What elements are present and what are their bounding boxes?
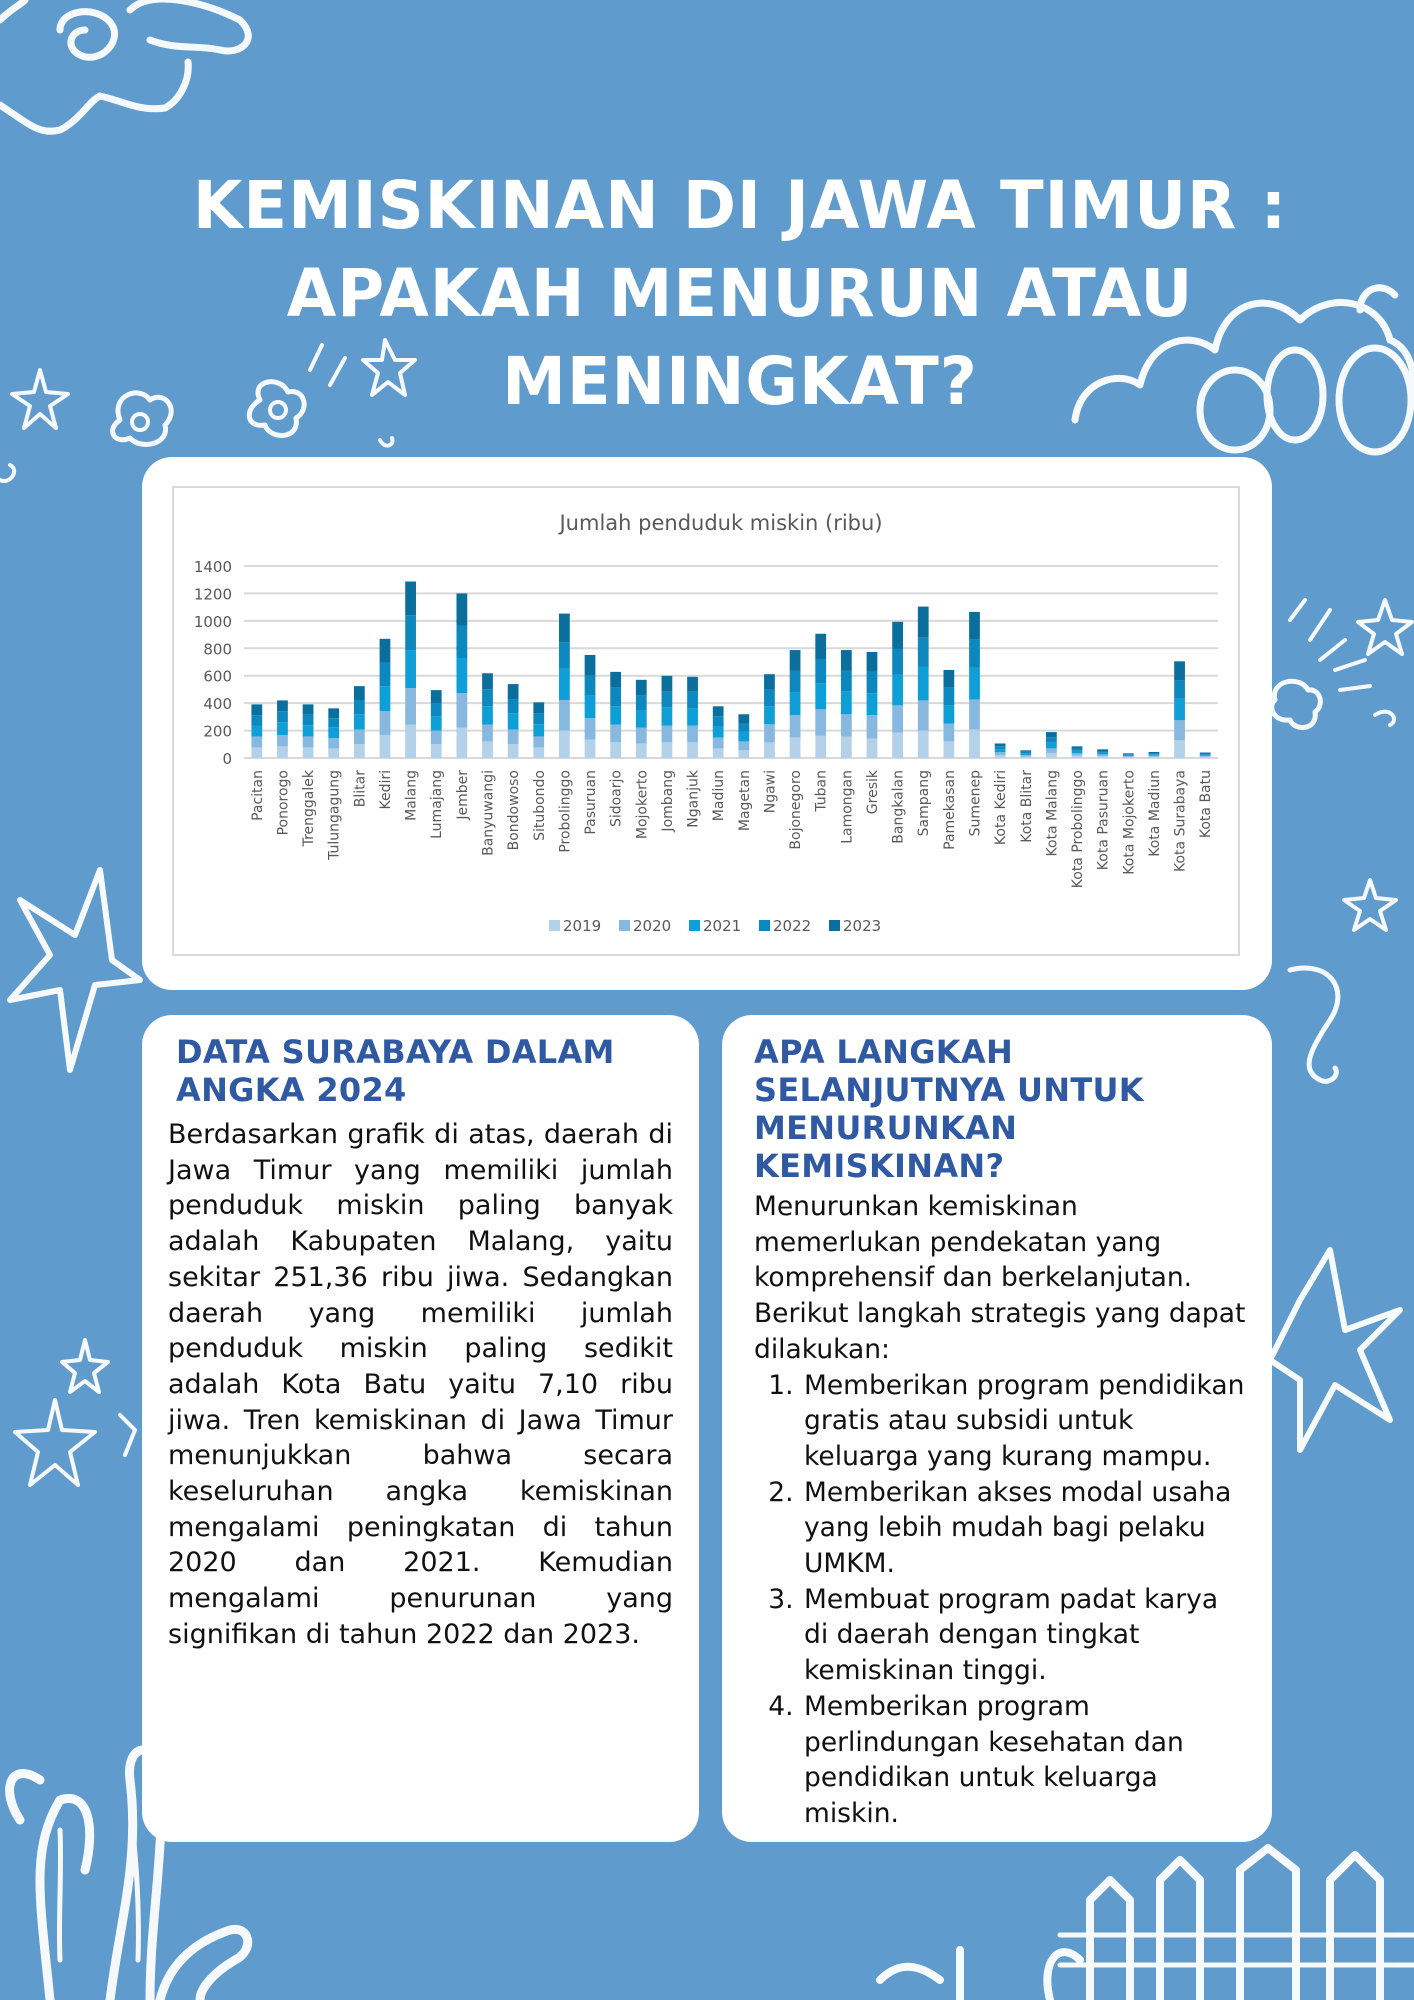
bar-segment-2021 <box>867 693 878 715</box>
bar-segment-2023 <box>559 614 570 643</box>
x-tick-label: Kota Mojokerto <box>1121 770 1138 875</box>
bar-segment-2023 <box>354 686 365 700</box>
title-line-3: MENINGKAT? <box>502 343 978 421</box>
bar-segment-2020 <box>815 709 826 735</box>
next-steps-card <box>722 1015 1272 1842</box>
bar-segment-2020 <box>482 725 493 742</box>
legend-label: 2019 <box>563 917 602 935</box>
x-tick-label: Pamekasan <box>941 770 958 850</box>
y-tick-label: 0 <box>222 750 232 768</box>
bar-segment-2022 <box>303 715 314 726</box>
legend-label: 2022 <box>773 917 812 935</box>
bar-segment-2021 <box>1020 753 1031 755</box>
bar-segment-2021 <box>790 692 801 715</box>
bar-segment-2023 <box>251 704 262 715</box>
bar-segment-2021 <box>277 722 288 735</box>
x-tick-label: Bojonegoro <box>788 770 805 850</box>
bar-segment-2020 <box>841 714 852 736</box>
bar-segment-2023 <box>687 677 698 692</box>
bar-segment-2022 <box>610 688 621 707</box>
bar-segment-2020 <box>508 729 519 744</box>
bar-segment-2019 <box>585 739 596 758</box>
x-tick-label: Kota Malang <box>1044 770 1061 857</box>
bar-segment-2022 <box>892 649 903 675</box>
x-tick-label: Situbondo <box>531 770 548 841</box>
bar-segment-2019 <box>354 744 365 758</box>
bar-segment-2023 <box>790 650 801 671</box>
bar-segment-2020 <box>1072 753 1083 755</box>
squiggle-doodle-icon <box>1290 968 1338 1081</box>
bar-segment-2020 <box>790 715 801 737</box>
bar-segment-2022 <box>508 699 519 713</box>
chart-frame <box>172 486 1240 956</box>
bar-segment-2019 <box>482 741 493 758</box>
bar-segment-2021 <box>610 706 621 724</box>
bar-segment-2021 <box>764 706 775 724</box>
bar-segment-2022 <box>764 690 775 706</box>
bar-segment-2022 <box>867 672 878 693</box>
bar-segment-2020 <box>1097 754 1108 756</box>
stacked-bar-chart <box>174 488 1238 954</box>
bar-segment-2021 <box>380 686 391 711</box>
bar-segment-2021 <box>456 658 467 693</box>
bar-segment-2019 <box>713 748 724 758</box>
bar-segment-2019 <box>943 741 954 758</box>
bar-segment-2019 <box>764 742 775 758</box>
bar-segment-2020 <box>1174 720 1185 740</box>
surabaya-data-body: Berdasarkan grafik di atas, daerah di Jawa Timur yang memiliki jumlah penduduk miskin paling banyak adalah Kabupaten Malang, yaitu sekitar 251,36 ribu jiwa. Sedangkan daerah yang memiliki jumlah penduduk miskin paling sedikit adalah Kota Batu yaitu 7,10 ribu jiwa. Tren kemiskinan di Jawa Timur menunjukkan bahwa secara keseluruhan angka kemiskinan mengalami peningkatan di tahun 2020 dan 2021. Kemudian mengalami penurunan yang signifikan di tahun 2022 dan 2023. <box>168 1119 673 1650</box>
x-tick-label: Kota Madiun <box>1146 770 1163 857</box>
legend-swatch-2023 <box>829 920 840 931</box>
surabaya-data-card <box>142 1015 699 1842</box>
bar-segment-2019 <box>431 744 442 758</box>
page-title <box>80 162 1399 426</box>
bar-segment-2023 <box>431 690 442 703</box>
bar-segment-2019 <box>610 742 621 758</box>
bar-segment-2019 <box>533 747 544 758</box>
next-steps-list <box>754 1368 1250 1832</box>
x-tick-label: Blitar <box>352 770 369 808</box>
bar-segment-2020 <box>533 736 544 747</box>
bar-segment-2021 <box>1174 699 1185 721</box>
x-tick-label: Nganjuk <box>685 770 702 828</box>
x-tick-label: Sumenep <box>967 770 984 837</box>
bar-segment-2022 <box>482 689 493 706</box>
bar-segment-2023 <box>713 706 724 716</box>
bar-segment-2020 <box>662 725 673 742</box>
bar-segment-2021 <box>815 683 826 709</box>
bar-segment-2023 <box>1149 752 1160 753</box>
bar-segment-2020 <box>636 728 647 744</box>
bar-segment-2022 <box>969 640 980 668</box>
x-tick-label: Mojokerto <box>634 770 651 840</box>
bar-segment-2022 <box>405 615 416 650</box>
bar-segment-2021 <box>636 710 647 728</box>
bar-segment-2020 <box>995 752 1006 755</box>
star-doodle-icon <box>15 1400 95 1485</box>
bar-segment-2019 <box>841 736 852 758</box>
bar-segment-2019 <box>1046 753 1057 758</box>
x-tick-label: Kota Kediri <box>993 770 1010 846</box>
bar-segment-2022 <box>790 671 801 692</box>
cloud-doodle-icon <box>0 62 188 131</box>
bar-segment-2023 <box>1200 753 1211 754</box>
bar-segment-2020 <box>303 736 314 747</box>
next-steps-heading: APA LANGKAH SELANJUTNYA UNTUK MENURUNKAN KEMISKINAN? <box>754 1033 1144 1185</box>
bar-segment-2021 <box>892 675 903 705</box>
x-tick-label: Tulungagung <box>326 770 343 860</box>
y-tick-label: 200 <box>203 722 232 741</box>
bar-segment-2020 <box>277 735 288 746</box>
bar-segment-2023 <box>1020 750 1031 752</box>
bar-segment-2023 <box>482 673 493 689</box>
x-tick-label: Kota Surabaya <box>1172 770 1189 872</box>
y-tick-label: 1400 <box>193 558 232 576</box>
x-tick-label: Ponorogo <box>275 770 292 836</box>
y-tick-label: 1200 <box>193 585 232 604</box>
bar-segment-2023 <box>918 607 929 638</box>
bar-segment-2023 <box>1072 746 1083 748</box>
bar-segment-2019 <box>687 742 698 758</box>
x-tick-label: Kota Probolinggo <box>1070 770 1087 889</box>
bar-segment-2020 <box>764 724 775 742</box>
bar-segment-2021 <box>303 725 314 736</box>
bar-segment-2019 <box>1200 757 1211 758</box>
bar-segment-2022 <box>1200 753 1211 754</box>
bar-segment-2020 <box>431 731 442 745</box>
bar-segment-2020 <box>892 705 903 732</box>
legend-swatch-2021 <box>689 920 700 931</box>
bar-segment-2022 <box>687 692 698 709</box>
bar-segment-2021 <box>431 716 442 730</box>
bar-segment-2021 <box>918 667 929 700</box>
x-tick-label: Banyuwangi <box>480 770 497 856</box>
bar-segment-2019 <box>251 747 262 758</box>
bar-segment-2023 <box>892 622 903 649</box>
bar-segment-2021 <box>251 725 262 736</box>
bar-segment-2023 <box>636 680 647 695</box>
bar-segment-2020 <box>867 715 878 738</box>
bar-segment-2022 <box>380 663 391 687</box>
bar-segment-2022 <box>456 626 467 659</box>
bar-segment-2023 <box>1097 749 1108 751</box>
bar-segment-2020 <box>354 729 365 744</box>
bar-segment-2022 <box>1072 749 1083 751</box>
x-tick-label: Probolinggo <box>557 770 574 853</box>
x-tick-label: Tuban <box>813 770 830 812</box>
bar-segment-2020 <box>1123 756 1134 757</box>
legend-swatch-2019 <box>549 920 560 931</box>
bar-segment-2023 <box>277 700 288 711</box>
bar-segment-2022 <box>251 715 262 725</box>
bar-segment-2023 <box>405 581 416 615</box>
y-tick-label: 600 <box>203 667 232 686</box>
x-tick-label: Lamongan <box>839 770 856 844</box>
bar-segment-2020 <box>943 724 954 742</box>
x-tick-label: Kota Pasuruan <box>1095 770 1112 871</box>
bar-segment-2020 <box>1046 748 1057 753</box>
bar-segment-2022 <box>1149 753 1160 754</box>
bar-segment-2019 <box>815 736 826 758</box>
x-tick-label: Bondowoso <box>506 770 523 851</box>
bar-segment-2019 <box>559 731 570 758</box>
bar-segment-2019 <box>1072 756 1083 758</box>
bar-segment-2019 <box>303 747 314 758</box>
x-tick-label: Magetan <box>736 770 753 832</box>
bar-segment-2021 <box>1149 754 1160 755</box>
bar-segment-2020 <box>1200 756 1211 757</box>
bar-segment-2022 <box>328 718 339 727</box>
x-tick-label: Jember <box>454 770 471 820</box>
bar-segment-2020 <box>687 725 698 742</box>
x-tick-label: Sampang <box>916 770 933 837</box>
bar-segment-2022 <box>277 711 288 722</box>
y-tick-label: 800 <box>203 640 232 659</box>
x-tick-label: Kediri <box>377 770 394 810</box>
x-tick-label: Madiun <box>711 770 728 822</box>
bar-segment-2023 <box>764 674 775 690</box>
bar-segment-2019 <box>636 743 647 758</box>
bar-segment-2019 <box>867 739 878 758</box>
x-tick-label: Pasuruan <box>583 770 600 835</box>
bar-segment-2021 <box>969 668 980 700</box>
x-tick-label: Jombang <box>659 770 676 832</box>
bar-segment-2019 <box>328 748 339 758</box>
bar-segment-2019 <box>456 728 467 758</box>
bar-segment-2023 <box>969 612 980 640</box>
bar-segment-2021 <box>943 705 954 723</box>
bar-segment-2019 <box>405 725 416 758</box>
bar-segment-2020 <box>610 725 621 743</box>
bar-segment-2022 <box>738 724 749 732</box>
bar-segment-2019 <box>969 729 980 758</box>
surabaya-data-heading: DATA SURABAYA DALAM ANGKA 2024 <box>176 1033 615 1109</box>
bar-segment-2022 <box>533 713 544 724</box>
bar-segment-2022 <box>995 746 1006 749</box>
bar-segment-2023 <box>1046 732 1057 737</box>
bar-segment-2021 <box>662 707 673 725</box>
bar-segment-2019 <box>508 744 519 758</box>
x-tick-label: Lumajang <box>429 770 446 839</box>
x-tick-label: Gresik <box>864 770 881 815</box>
bar-segment-2023 <box>738 714 749 723</box>
bar-segment-2023 <box>585 655 596 676</box>
legend-label: 2020 <box>633 917 672 935</box>
star-doodle-icon <box>1270 1250 1400 1450</box>
star-doodle-icon <box>62 1340 108 1392</box>
next-steps-intro: Menurunkan kemiskinan memerlukan pendekatan yang komprehensif dan berkelanjutan. Berikut langkah strategis yang dapat dilakukan: <box>754 1191 1246 1365</box>
bar-segment-2023 <box>995 743 1006 746</box>
bar-segment-2021 <box>533 724 544 736</box>
bar-segment-2022 <box>585 676 596 696</box>
bar-segment-2021 <box>995 749 1006 752</box>
bar-segment-2023 <box>1174 661 1185 680</box>
bar-segment-2023 <box>867 652 878 672</box>
star-doodle-icon <box>12 370 68 428</box>
bar-segment-2021 <box>1072 751 1083 753</box>
star-doodle-icon <box>10 870 140 1070</box>
bar-segment-2020 <box>738 741 749 750</box>
x-tick-label: Trenggalek <box>301 770 318 847</box>
bar-segment-2020 <box>456 693 467 727</box>
bar-segment-2023 <box>841 650 852 671</box>
chart-title: Jumlah penduduk miskin (ribu) <box>559 511 883 535</box>
bar-segment-2022 <box>815 659 826 683</box>
bar-segment-2020 <box>1149 756 1160 757</box>
bar-segment-2022 <box>662 692 673 707</box>
bar-segment-2023 <box>662 676 673 692</box>
bar-segment-2023 <box>328 708 339 718</box>
bar-segment-2021 <box>354 714 365 729</box>
bar-segment-2019 <box>277 746 288 758</box>
bar-segment-2023 <box>456 593 467 625</box>
bar-segment-2019 <box>1149 757 1160 758</box>
bar-segment-2022 <box>636 695 647 710</box>
list-item: 4. Memberikan program perlindungan kesehatan dan pendidikan untuk keluarga miskin. <box>802 1689 1250 1832</box>
bar-segment-2022 <box>841 671 852 691</box>
x-tick-label: Malang <box>403 770 420 821</box>
bar-segment-2019 <box>380 735 391 758</box>
legend-label: 2021 <box>703 917 742 935</box>
x-tick-label: Kota Blitar <box>1018 770 1035 843</box>
bar-segment-2022 <box>431 703 442 716</box>
bar-segment-2019 <box>790 737 801 758</box>
bar-segment-2021 <box>585 696 596 718</box>
bar-segment-2019 <box>738 750 749 758</box>
bar-segment-2019 <box>1097 756 1108 758</box>
y-tick-label: 400 <box>203 695 232 714</box>
bar-segment-2022 <box>559 642 570 669</box>
bar-segment-2019 <box>1020 756 1031 758</box>
fence-doodle-icon <box>880 1848 1414 2000</box>
bar-segment-2020 <box>585 718 596 739</box>
bar-segment-2021 <box>559 669 570 700</box>
bar-segment-2021 <box>405 650 416 688</box>
bar-segment-2021 <box>328 727 339 738</box>
bar-segment-2023 <box>380 639 391 663</box>
x-tick-label: Bangkalan <box>890 770 907 844</box>
bar-segment-2020 <box>1020 755 1031 757</box>
bar-segment-2020 <box>713 737 724 748</box>
bar-segment-2020 <box>328 738 339 748</box>
bar-segment-2020 <box>380 711 391 735</box>
legend-swatch-2020 <box>619 920 630 931</box>
bar-segment-2019 <box>1174 740 1185 758</box>
title-line-2: APAKAH MENURUN ATAU <box>286 255 1194 333</box>
bar-segment-2022 <box>1020 752 1031 754</box>
bar-segment-2022 <box>1046 737 1057 742</box>
bar-segment-2023 <box>943 670 954 688</box>
list-item: 1. Memberikan program pendidikan gratis atau subsidi untuk keluarga yang kurang mampu. <box>802 1368 1250 1475</box>
y-tick-label: 1000 <box>193 612 232 631</box>
bar-segment-2021 <box>482 706 493 724</box>
bar-segment-2022 <box>918 638 929 667</box>
x-tick-label: Sidoarjo <box>608 770 625 828</box>
star-doodle-icon <box>1358 600 1412 654</box>
x-tick-label: Pacitan <box>249 770 266 821</box>
title-line-1: KEMISKINAN DI JAWA TIMUR : <box>192 167 1288 245</box>
x-tick-label: Ngawi <box>762 770 779 814</box>
bar-segment-2023 <box>508 684 519 699</box>
bar-segment-2023 <box>303 704 314 714</box>
chart-card <box>142 457 1272 990</box>
bar-segment-2022 <box>1097 751 1108 753</box>
bar-segment-2021 <box>687 708 698 725</box>
bar-segment-2020 <box>559 700 570 731</box>
bar-segment-2021 <box>1123 755 1134 756</box>
bar-segment-2022 <box>713 716 724 726</box>
bar-segment-2021 <box>713 727 724 738</box>
bar-segment-2021 <box>1097 753 1108 755</box>
bar-segment-2022 <box>943 688 954 706</box>
bar-segment-2019 <box>892 732 903 758</box>
star-doodle-icon <box>1344 880 1396 930</box>
bar-segment-2023 <box>533 702 544 713</box>
bar-segment-2019 <box>995 755 1006 758</box>
bar-segment-2021 <box>841 691 852 714</box>
list-item: 3. Membuat program padat karya di daerah dengan tingkat kemiskinan tinggi. <box>802 1582 1250 1689</box>
bar-segment-2020 <box>969 699 980 729</box>
bar-segment-2023 <box>815 634 826 659</box>
swirl-doodle-icon <box>60 0 248 57</box>
bar-segment-2022 <box>354 700 365 714</box>
bar-segment-2021 <box>1200 755 1211 756</box>
list-item: 2. Memberikan akses modal usaha yang lebih mudah bagi pelaku UMKM. <box>802 1475 1250 1582</box>
x-tick-label: Kota Batu <box>1198 770 1215 839</box>
bar-segment-2020 <box>405 688 416 724</box>
bar-segment-2021 <box>1046 742 1057 748</box>
bar-segment-2019 <box>918 731 929 758</box>
legend-swatch-2022 <box>759 920 770 931</box>
bar-segment-2023 <box>1123 753 1134 754</box>
bar-segment-2019 <box>1123 757 1134 758</box>
bar-segment-2022 <box>1123 754 1134 755</box>
legend-label: 2023 <box>843 917 882 935</box>
bar-segment-2019 <box>662 742 673 758</box>
bar-segment-2021 <box>738 732 749 742</box>
bar-segment-2020 <box>918 700 929 730</box>
bar-segment-2023 <box>610 672 621 688</box>
bar-segment-2021 <box>508 713 519 729</box>
bar-segment-2020 <box>251 736 262 747</box>
flower-doodle-icon <box>1272 681 1321 727</box>
bar-segment-2022 <box>1174 680 1185 698</box>
